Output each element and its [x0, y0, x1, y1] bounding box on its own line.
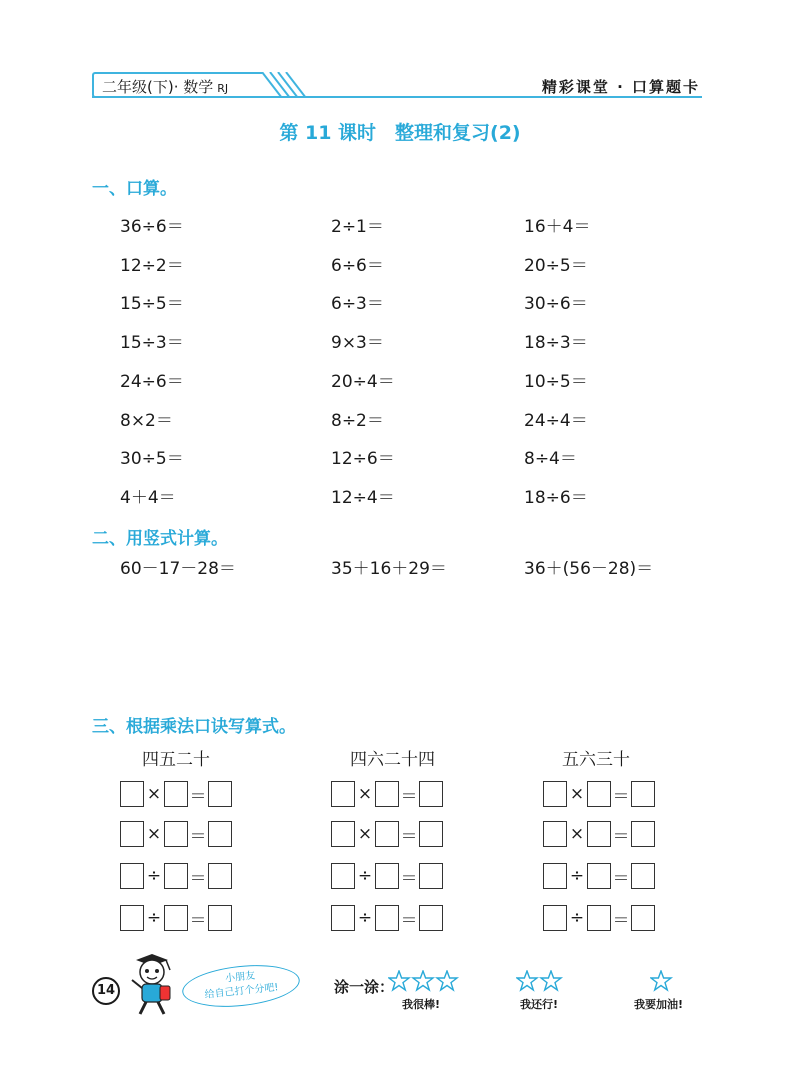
- equals-sign: ＝: [612, 826, 630, 847]
- answer-box-factor-2[interactable]: [375, 905, 399, 931]
- mental-math-problem: 20÷4＝: [331, 372, 395, 392]
- rating-label: 我还行!: [520, 998, 559, 1011]
- equation-row: [543, 862, 655, 890]
- color-in-label: 涂一涂：: [334, 978, 395, 996]
- operator-sign: ÷: [569, 908, 585, 928]
- mental-math-problem: 20÷5＝: [524, 256, 588, 276]
- operator-sign: ÷: [357, 866, 373, 886]
- answer-box-result[interactable]: [208, 905, 232, 931]
- lesson-title: 第 11 课时 整理和复习(2): [279, 122, 521, 144]
- answer-box-result[interactable]: [419, 781, 443, 807]
- equation-row: [120, 820, 232, 848]
- answer-box-factor-2[interactable]: [375, 781, 399, 807]
- equals-sign: ＝: [612, 910, 630, 931]
- equation-row: [120, 904, 232, 932]
- equals-sign: ＝: [189, 910, 207, 931]
- operator-sign: ×: [569, 824, 585, 844]
- equals-sign: ＝: [400, 910, 418, 931]
- answer-box-result[interactable]: [631, 863, 655, 889]
- section-2-heading: 二、用竖式计算。: [92, 529, 228, 549]
- equals-sign: ＝: [189, 826, 207, 847]
- answer-box-factor-2[interactable]: [587, 781, 611, 807]
- answer-box-result[interactable]: [419, 863, 443, 889]
- operator-sign: ÷: [357, 908, 373, 928]
- mental-math-problem: 30÷5＝: [120, 449, 184, 469]
- operator-sign: ×: [146, 824, 162, 844]
- equals-sign: ＝: [612, 868, 630, 889]
- answer-box-result[interactable]: [631, 821, 655, 847]
- answer-box-factor-1[interactable]: [120, 863, 144, 889]
- rating-label: 我要加油!: [634, 998, 684, 1011]
- equals-sign: ＝: [400, 786, 418, 807]
- answer-box-factor-1[interactable]: [331, 821, 355, 847]
- mental-math-problem: 12÷2＝: [120, 256, 184, 276]
- equals-sign: ＝: [400, 826, 418, 847]
- answer-box-factor-2[interactable]: [375, 863, 399, 889]
- mental-math-problem: 30÷6＝: [524, 294, 588, 314]
- answer-box-result[interactable]: [208, 781, 232, 807]
- mental-math-problem: 15÷5＝: [120, 294, 184, 314]
- vertical-calc-problem: 60－17－28＝: [120, 559, 236, 579]
- multiplication-rhyme: 四六二十四: [350, 750, 435, 770]
- mental-math-problem: 24÷6＝: [120, 372, 184, 392]
- answer-box-factor-2[interactable]: [587, 905, 611, 931]
- operator-sign: ×: [357, 784, 373, 804]
- answer-box-factor-1[interactable]: [331, 781, 355, 807]
- answer-box-result[interactable]: [419, 905, 443, 931]
- answer-box-result[interactable]: [419, 821, 443, 847]
- mental-math-problem: 18÷3＝: [524, 333, 588, 353]
- mental-math-problem: 12÷4＝: [331, 488, 395, 508]
- mental-math-problem: 8×2＝: [120, 411, 173, 431]
- equation-row: [331, 904, 443, 932]
- answer-box-factor-2[interactable]: [164, 781, 188, 807]
- equation-row: [331, 780, 443, 808]
- rating-label: 我很棒!: [402, 998, 441, 1011]
- section-3-heading: 三、根据乘法口诀写算式。: [92, 717, 296, 737]
- section-1-heading: 一、口算。: [92, 179, 177, 199]
- multiplication-rhyme: 五六三十: [562, 750, 630, 770]
- answer-box-factor-2[interactable]: [375, 821, 399, 847]
- header-stripes-decoration: [260, 72, 310, 98]
- answer-box-result[interactable]: [208, 863, 232, 889]
- speech-bubble: 小朋友 给自己打个分吧!: [180, 960, 302, 1012]
- equals-sign: ＝: [189, 786, 207, 807]
- two-star-icon[interactable]: [516, 970, 564, 992]
- answer-box-result[interactable]: [208, 821, 232, 847]
- header-series-title: 精彩课堂 · 口算题卡: [541, 78, 700, 96]
- one-star-icon[interactable]: [650, 970, 674, 992]
- answer-box-factor-2[interactable]: [587, 863, 611, 889]
- answer-box-factor-2[interactable]: [164, 821, 188, 847]
- mental-math-problem: 18÷6＝: [524, 488, 588, 508]
- mental-math-problem: 2÷1＝: [331, 217, 384, 237]
- vertical-calc-problem: 35＋16＋29＝: [331, 559, 447, 579]
- answer-box-factor-1[interactable]: [120, 781, 144, 807]
- operator-sign: ×: [146, 784, 162, 804]
- answer-box-factor-1[interactable]: [120, 905, 144, 931]
- operator-sign: ÷: [569, 866, 585, 886]
- operator-sign: ÷: [146, 908, 162, 928]
- mental-math-problem: 36÷6＝: [120, 217, 184, 237]
- answer-box-result[interactable]: [631, 781, 655, 807]
- equation-row: [331, 862, 443, 890]
- answer-box-factor-2[interactable]: [164, 863, 188, 889]
- student-mascot-icon: [122, 950, 182, 1018]
- equation-row: [543, 904, 655, 932]
- three-star-icon[interactable]: [388, 970, 460, 992]
- mental-math-problem: 15÷3＝: [120, 333, 184, 353]
- mental-math-problem: 16＋4＝: [524, 217, 591, 237]
- equation-row: [543, 780, 655, 808]
- multiplication-rhyme: 四五二十: [142, 750, 210, 770]
- mental-math-problem: 9×3＝: [331, 333, 384, 353]
- mental-math-problem: 4＋4＝: [120, 488, 176, 508]
- mental-math-problem: 6÷6＝: [331, 256, 384, 276]
- answer-box-factor-1[interactable]: [543, 905, 567, 931]
- answer-box-factor-1[interactable]: [331, 863, 355, 889]
- header-grade-subject: 二年级(下)· 数学 RJ: [102, 78, 229, 96]
- mental-math-problem: 24÷4＝: [524, 411, 588, 431]
- equation-row: [331, 820, 443, 848]
- answer-box-factor-1[interactable]: [543, 821, 567, 847]
- equation-row: [120, 780, 232, 808]
- mental-math-problem: 8÷2＝: [331, 411, 384, 431]
- answer-box-result[interactable]: [631, 905, 655, 931]
- mental-math-problem: 8÷4＝: [524, 449, 577, 469]
- mental-math-problem: 10÷5＝: [524, 372, 588, 392]
- answer-box-factor-1[interactable]: [120, 821, 144, 847]
- equals-sign: ＝: [612, 786, 630, 807]
- equals-sign: ＝: [189, 868, 207, 889]
- answer-box-factor-2[interactable]: [164, 905, 188, 931]
- mental-math-problem: 6÷3＝: [331, 294, 384, 314]
- operator-sign: ÷: [146, 866, 162, 886]
- equation-row: [120, 862, 232, 890]
- mental-math-problem: 12÷6＝: [331, 449, 395, 469]
- vertical-calc-problem: 36＋(56－28)＝: [524, 559, 654, 579]
- operator-sign: ×: [357, 824, 373, 844]
- operator-sign: ×: [569, 784, 585, 804]
- answer-box-factor-1[interactable]: [331, 905, 355, 931]
- answer-box-factor-2[interactable]: [587, 821, 611, 847]
- page-number: 14: [92, 977, 120, 1005]
- answer-box-factor-1[interactable]: [543, 781, 567, 807]
- equation-row: [543, 820, 655, 848]
- answer-box-factor-1[interactable]: [543, 863, 567, 889]
- equals-sign: ＝: [400, 868, 418, 889]
